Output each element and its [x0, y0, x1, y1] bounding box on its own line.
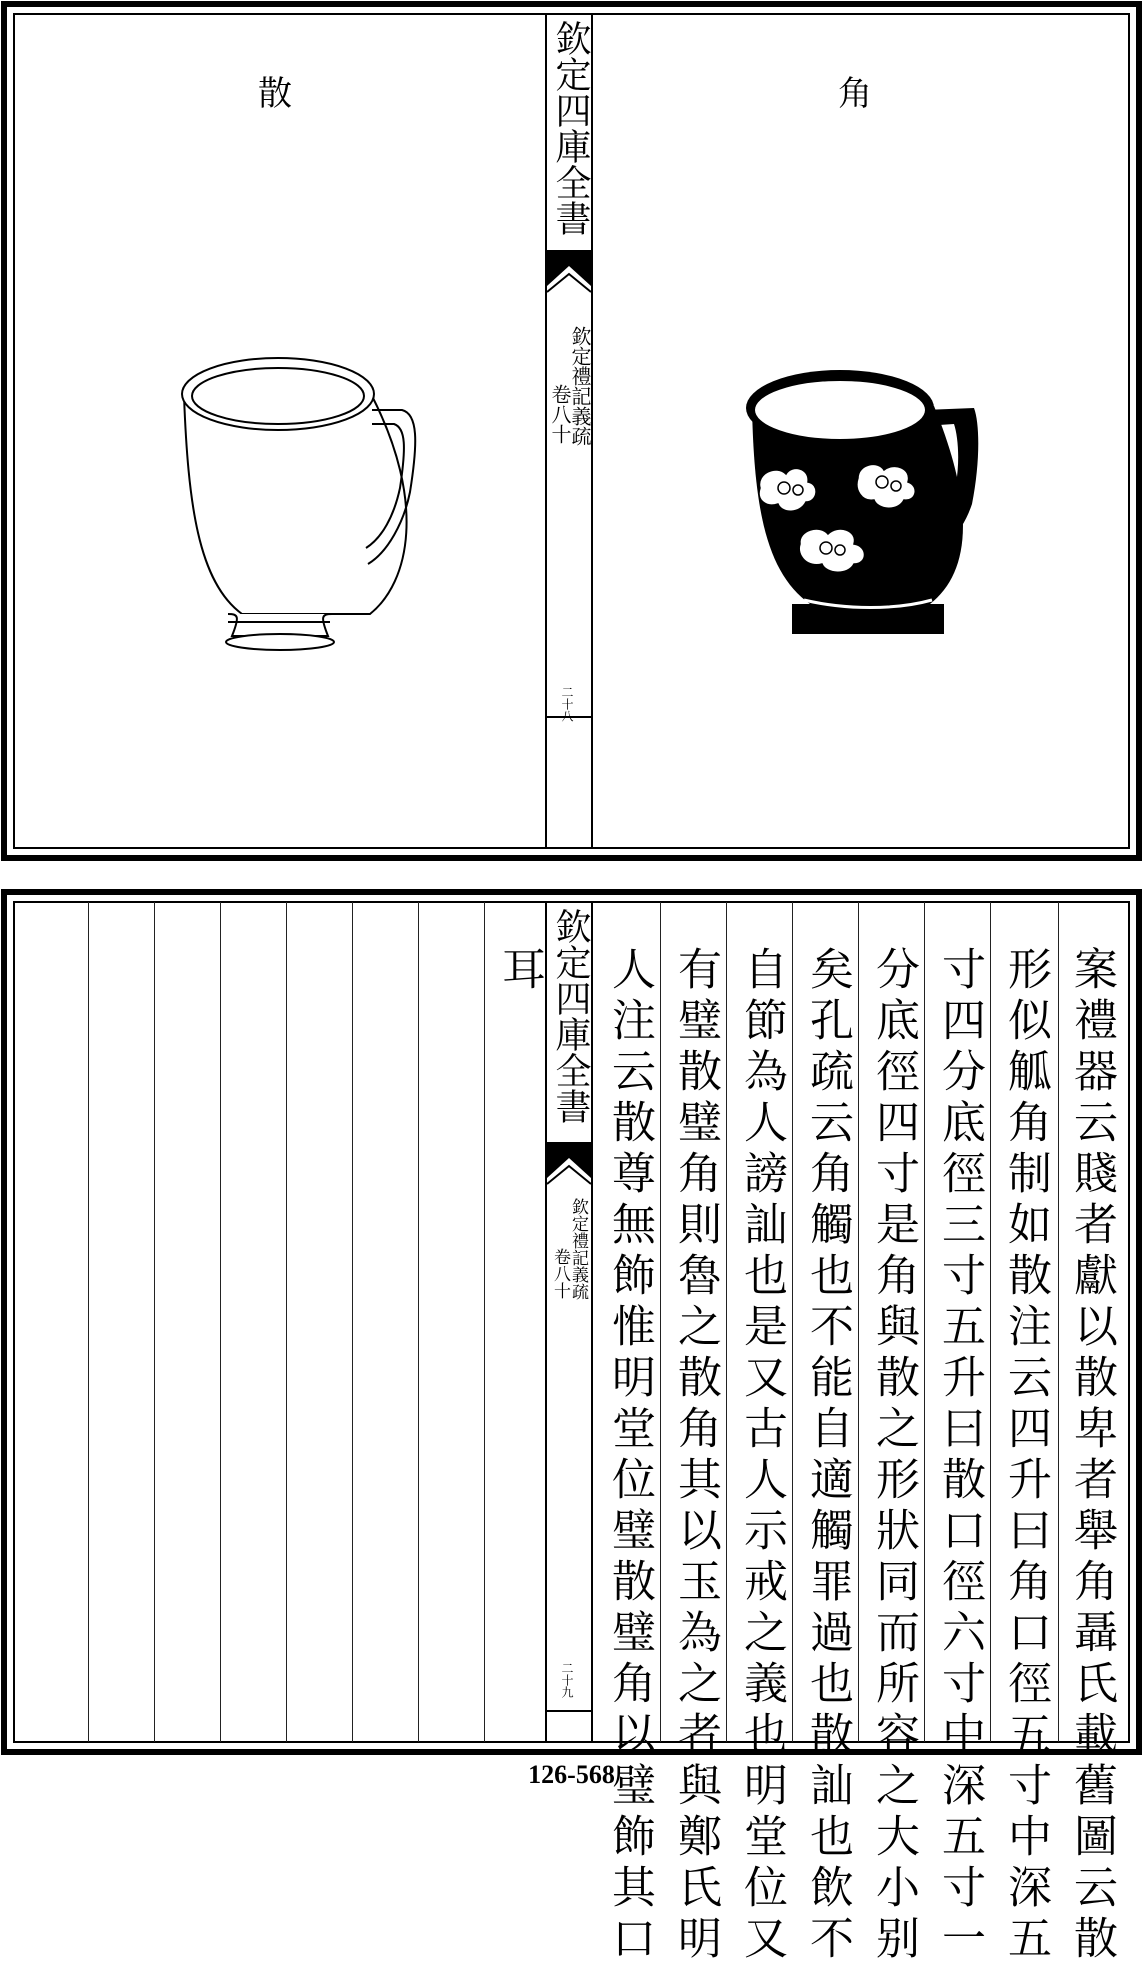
bottom-page-number: 二十九 — [560, 1662, 574, 1698]
column-rule — [858, 902, 859, 1742]
column-rule — [352, 902, 353, 1742]
bottom-center-column — [545, 902, 593, 1742]
top-center-column — [545, 14, 593, 848]
column-rule — [220, 902, 221, 1742]
top-subtitle-left: 卷八十 — [548, 384, 572, 444]
fishtail-mark-icon — [547, 1144, 591, 1196]
bottom-subtitle-right: 欽定禮記義疏 — [568, 1198, 588, 1300]
top-page-number-rule — [547, 716, 591, 718]
text-column-8: 人注云散尊無飾惟明堂位璧散璧角以璧飾其口 — [604, 946, 655, 1966]
san-title: 散 — [258, 74, 292, 114]
column-rule — [924, 902, 925, 1742]
text-column-4: 分底徑四寸是角與散之形狀同而所容之大小别 — [868, 946, 919, 1966]
column-rule — [792, 902, 793, 1742]
san-cup-illustration — [178, 352, 428, 656]
top-page — [0, 0, 1143, 862]
bottom-subtitle-left: 卷八十 — [550, 1248, 570, 1299]
text-column-6: 自節為人謗訕也是又古人示戒之義也明堂位又 — [736, 946, 787, 1966]
bottom-page-number-rule — [547, 1710, 591, 1712]
column-rule — [154, 902, 155, 1742]
top-page-number: 二十八 — [560, 686, 574, 722]
text-column-7: 有璧散璧角則魯之散角其以玉為之者與鄭氏明 — [670, 946, 721, 1966]
jiao-title: 角 — [838, 74, 872, 114]
jiao-cup-illustration — [746, 364, 986, 644]
column-rule — [418, 902, 419, 1742]
page-reference: 126-568 — [528, 1760, 615, 1789]
column-rule — [726, 902, 727, 1742]
column-rule — [286, 902, 287, 1742]
column-rule — [88, 902, 89, 1742]
bottom-book-title: 欽定四庫全書 — [550, 908, 591, 1124]
top-book-title: 欽定四庫全書 — [550, 20, 591, 236]
column-rule — [660, 902, 661, 1742]
column-rule — [484, 902, 485, 1742]
fishtail-mark-icon — [547, 252, 591, 304]
top-subtitle-right: 欽定禮記義疏 — [568, 326, 592, 446]
column-rule — [1058, 902, 1059, 1742]
column-rule — [990, 902, 991, 1742]
text-column-9: 耳 — [494, 946, 545, 997]
text-column-2: 形似觚角制如散注云四升曰角口徑五寸中深五 — [1000, 946, 1051, 1966]
text-column-5: 矣孔疏云角觸也不能自適觸罪過也散訕也飲不 — [802, 946, 853, 1966]
text-column-1: 案禮器云賤者獻以散卑者舉角聶氏載舊圖云散 — [1066, 946, 1117, 1966]
text-column-3: 寸四分底徑三寸五升曰散口徑六寸中深五寸一 — [934, 946, 985, 1966]
